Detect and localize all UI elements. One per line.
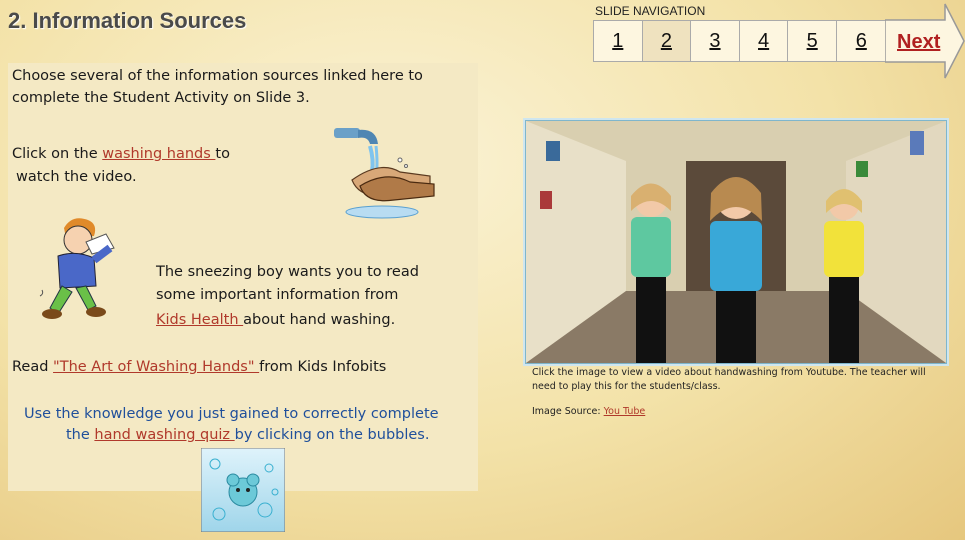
sneeze-text-2: some important information from: [156, 287, 399, 303]
nav-slide-6[interactable]: 6: [855, 29, 867, 52]
image-source-label: Image Source:: [532, 406, 604, 417]
nav-slide-3[interactable]: 3: [691, 21, 740, 61]
slide-navigation: [593, 20, 887, 62]
kidshealth-suffix: about hand washing.: [243, 312, 396, 328]
hand-washing-quiz-link[interactable]: hand washing quiz: [94, 427, 235, 443]
read-prefix: Read: [12, 359, 54, 375]
intro-text: Choose several of the information sources linked here to complete the Student Activity on Slide 3.: [12, 68, 423, 106]
quiz-suffix: by clicking on the bubbles.: [234, 427, 430, 443]
video-scene-image: [526, 121, 946, 363]
nav-slide-1[interactable]: 1: [594, 21, 643, 61]
art-of-washing-line: [12, 356, 386, 378]
handwashing-video-thumbnail[interactable]: [525, 120, 947, 364]
quiz-prefix: the: [66, 427, 95, 443]
read-suffix: from Kids Infobits: [259, 359, 387, 375]
nav-slide-4[interactable]: 4: [740, 21, 789, 61]
bubbles-icon[interactable]: [201, 448, 285, 532]
video-instruction-line2: watch the video.: [16, 169, 137, 185]
nav-slide-2[interactable]: 2: [643, 21, 692, 61]
kids-health-link[interactable]: Kids Health: [156, 312, 244, 328]
next-button[interactable]: [885, 2, 965, 80]
art-of-washing-link[interactable]: "The Art of Washing Hands": [53, 359, 260, 375]
video-caption: Click the image to view a video about handwashing from Youtube. The teacher will need to play this for the students/class.: [532, 367, 926, 392]
youtube-link[interactable]: You Tube: [603, 406, 646, 417]
video-prefix: Click on the: [12, 146, 103, 162]
sneezing-boy-icon[interactable]: [36, 210, 132, 326]
page-title: 2. Information Sources: [8, 8, 247, 33]
faucet-hands-icon[interactable]: [330, 120, 440, 222]
washing-hands-link[interactable]: washing hands: [102, 146, 216, 162]
quiz-text-1: Use the knowledge you just gained to correctly complete: [24, 406, 439, 422]
video-instruction: [12, 143, 230, 165]
sneeze-text-1: The sneezing boy wants you to read: [156, 264, 419, 280]
quiz-line-2: [66, 424, 429, 446]
nav-label: SLIDE NAVIGATION: [595, 4, 706, 18]
image-source: [532, 406, 645, 417]
kidshealth-line: [156, 309, 395, 331]
next-label: Next: [897, 31, 941, 53]
nav-slide-5[interactable]: 5: [788, 21, 837, 61]
video-suffix: to: [215, 146, 230, 162]
